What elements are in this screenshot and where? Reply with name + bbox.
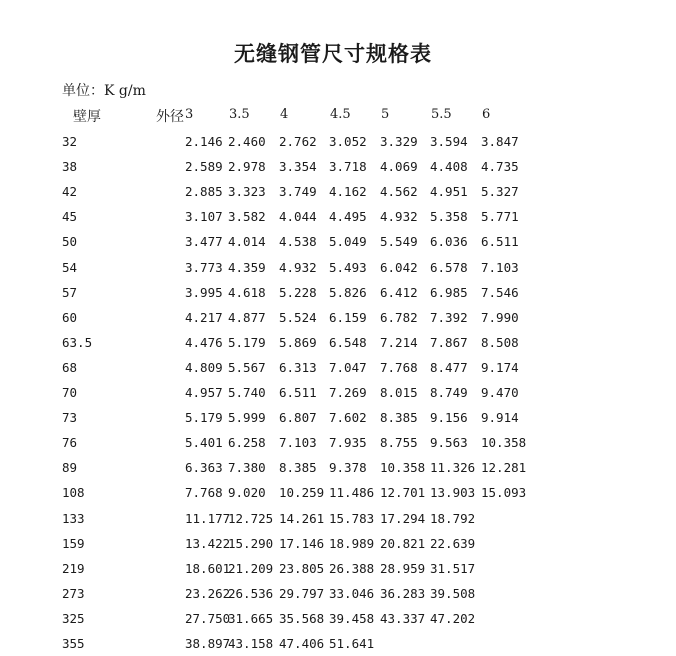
weight-cell: 7.602 (329, 410, 367, 426)
weight-cell: 4.217 (185, 309, 223, 325)
thickness-header: 3 (185, 107, 194, 122)
weight-cell: 9.174 (481, 359, 519, 375)
weight-cell: 8.755 (380, 435, 418, 451)
table-row (0, 636, 676, 656)
weight-cell: 7.047 (329, 359, 367, 375)
weight-cell: 3.773 (185, 259, 223, 275)
weight-cell: 39.508 (430, 585, 476, 601)
wall-thickness-header: 壁厚 (73, 109, 101, 125)
weight-cell: 5.179 (185, 410, 223, 426)
weight-cell: 4.162 (329, 184, 367, 200)
weight-cell: 33.046 (329, 585, 375, 601)
outer-diameter-cell: 325 (62, 610, 85, 626)
weight-cell: 2.460 (228, 134, 266, 149)
weight-cell: 23.262 (185, 585, 231, 601)
weight-cell: 35.568 (279, 610, 325, 626)
thickness-header: 4.5 (330, 107, 351, 122)
weight-cell: 4.809 (185, 359, 223, 375)
outer-diameter-cell: 50 (62, 234, 78, 250)
weight-cell: 9.156 (430, 410, 468, 426)
page-title: 无缝钢管尺寸规格表 (234, 42, 432, 66)
weight-cell: 12.701 (380, 485, 426, 501)
weight-cell: 3.847 (481, 134, 519, 149)
weight-cell: 4.408 (430, 159, 468, 175)
weight-cell: 2.146 (185, 134, 223, 149)
outer-diameter-cell: 108 (62, 485, 85, 501)
weight-cell: 10.259 (279, 485, 325, 501)
weight-cell: 8.385 (380, 410, 418, 426)
weight-cell: 6.807 (279, 410, 317, 426)
weight-cell: 29.797 (279, 585, 325, 601)
weight-cell: 7.214 (380, 334, 418, 350)
table-row (0, 536, 676, 556)
weight-cell: 3.107 (185, 209, 223, 225)
weight-cell: 4.932 (380, 209, 418, 225)
outer-diameter-cell: 159 (62, 535, 85, 551)
weight-cell: 9.378 (329, 460, 367, 476)
weight-cell: 9.563 (430, 435, 468, 451)
weight-cell: 4.014 (228, 234, 266, 250)
thickness-header: 6 (482, 107, 491, 122)
weight-cell: 4.476 (185, 334, 223, 350)
weight-cell: 7.269 (329, 385, 367, 400)
weight-cell: 6.578 (430, 259, 468, 275)
weight-cell: 6.412 (380, 284, 418, 300)
weight-cell: 5.358 (430, 209, 468, 225)
weight-cell: 11.326 (430, 460, 476, 476)
weight-cell: 10.358 (481, 435, 527, 451)
outer-diameter-cell: 54 (62, 259, 78, 275)
thickness-header: 4 (280, 107, 289, 122)
weight-cell: 8.385 (279, 460, 317, 476)
weight-cell: 5.771 (481, 209, 519, 225)
weight-cell: 5.740 (228, 385, 266, 400)
weight-cell: 21.209 (228, 560, 274, 576)
thickness-header: 3.5 (229, 107, 250, 122)
weight-cell: 6.258 (228, 435, 266, 451)
weight-cell: 11.486 (329, 485, 375, 501)
weight-cell: 3.995 (185, 284, 223, 300)
outer-diameter-cell: 42 (62, 184, 78, 200)
weight-cell: 31.665 (228, 610, 274, 626)
weight-cell: 6.159 (329, 309, 367, 325)
weight-cell: 5.401 (185, 435, 223, 451)
weight-cell: 5.999 (228, 410, 266, 426)
weight-cell: 9.470 (481, 385, 519, 400)
table-row (0, 435, 676, 455)
table-row (0, 385, 676, 405)
outer-diameter-cell: 45 (62, 209, 78, 225)
weight-cell: 4.618 (228, 284, 266, 300)
weight-cell: 7.392 (430, 309, 468, 325)
weight-cell: 3.477 (185, 234, 223, 250)
weight-cell: 6.782 (380, 309, 418, 325)
table-row (0, 184, 676, 204)
weight-cell: 12.281 (481, 460, 527, 476)
table-row (0, 209, 676, 229)
weight-cell: 5.826 (329, 284, 367, 300)
weight-cell: 4.044 (279, 209, 317, 225)
weight-cell: 8.477 (430, 359, 468, 375)
table-row (0, 460, 676, 480)
weight-cell: 2.589 (185, 159, 223, 175)
weight-cell: 4.951 (430, 184, 468, 200)
outer-diameter-cell: 38 (62, 159, 78, 175)
weight-cell: 31.517 (430, 560, 476, 576)
weight-cell: 18.989 (329, 535, 375, 551)
weight-cell: 4.069 (380, 159, 418, 175)
weight-cell: 17.146 (279, 535, 325, 551)
weight-cell: 4.957 (185, 385, 223, 400)
weight-cell: 10.358 (380, 460, 426, 476)
weight-cell: 6.042 (380, 259, 418, 275)
weight-cell: 6.511 (279, 385, 317, 400)
table-row (0, 285, 676, 305)
weight-cell: 2.762 (279, 134, 317, 149)
outer-diameter-cell: 68 (62, 359, 78, 375)
thickness-header: 5 (381, 107, 390, 122)
weight-cell: 51.641 (329, 636, 375, 651)
weight-cell: 6.548 (329, 334, 367, 350)
weight-cell: 15.290 (228, 535, 274, 551)
weight-cell: 20.821 (380, 535, 426, 551)
weight-cell: 8.749 (430, 385, 468, 400)
weight-cell: 7.768 (380, 359, 418, 375)
weight-cell: 23.805 (279, 560, 325, 576)
weight-cell: 6.036 (430, 234, 468, 250)
table-row (0, 260, 676, 280)
outer-diameter-cell: 57 (62, 284, 78, 300)
table-row (0, 234, 676, 254)
weight-cell: 17.294 (380, 510, 426, 526)
weight-cell: 3.354 (279, 159, 317, 175)
weight-cell: 5.567 (228, 359, 266, 375)
weight-cell: 7.103 (481, 259, 519, 275)
weight-cell: 5.549 (380, 234, 418, 250)
weight-cell: 6.313 (279, 359, 317, 375)
table-row (0, 410, 676, 430)
weight-cell: 26.536 (228, 585, 274, 601)
outer-diameter-header: 外径 (156, 109, 184, 125)
weight-cell: 18.792 (430, 510, 476, 526)
outer-diameter-cell: 60 (62, 309, 78, 325)
weight-cell: 4.562 (380, 184, 418, 200)
table-row (0, 134, 676, 154)
weight-cell: 3.582 (228, 209, 266, 225)
weight-cell: 5.493 (329, 259, 367, 275)
weight-cell: 5.049 (329, 234, 367, 250)
outer-diameter-cell: 273 (62, 585, 85, 601)
weight-cell: 6.511 (481, 234, 519, 250)
table-row (0, 310, 676, 330)
weight-cell: 3.594 (430, 134, 468, 149)
weight-cell: 14.261 (279, 510, 325, 526)
thickness-header: 5.5 (431, 107, 452, 122)
weight-cell: 11.177 (185, 510, 231, 526)
weight-cell: 7.380 (228, 460, 266, 476)
weight-cell: 12.725 (228, 510, 274, 526)
table-row (0, 485, 676, 505)
table-row (0, 611, 676, 631)
weight-cell: 5.228 (279, 284, 317, 300)
weight-cell: 4.538 (279, 234, 317, 250)
outer-diameter-cell: 355 (62, 636, 85, 651)
table-row (0, 511, 676, 531)
weight-cell: 2.885 (185, 184, 223, 200)
weight-cell: 5.869 (279, 334, 317, 350)
weight-cell: 5.327 (481, 184, 519, 200)
weight-cell: 2.978 (228, 159, 266, 175)
weight-cell: 4.735 (481, 159, 519, 175)
table-row (0, 360, 676, 380)
weight-cell: 15.093 (481, 485, 527, 501)
weight-cell: 9.914 (481, 410, 519, 426)
weight-cell: 3.323 (228, 184, 266, 200)
weight-cell: 7.867 (430, 334, 468, 350)
outer-diameter-cell: 76 (62, 435, 78, 451)
weight-cell: 4.932 (279, 259, 317, 275)
weight-cell: 8.015 (380, 385, 418, 400)
weight-cell: 28.959 (380, 560, 426, 576)
weight-cell: 26.388 (329, 560, 375, 576)
weight-cell: 7.103 (279, 435, 317, 451)
weight-cell: 3.329 (380, 134, 418, 149)
weight-cell: 38.897 (185, 636, 231, 651)
outer-diameter-cell: 32 (62, 134, 78, 149)
weight-cell: 47.406 (279, 636, 325, 651)
weight-cell: 22.639 (430, 535, 476, 551)
weight-cell: 7.768 (185, 485, 223, 501)
weight-cell: 5.179 (228, 334, 266, 350)
outer-diameter-cell: 73 (62, 410, 78, 426)
weight-cell: 9.020 (228, 485, 266, 501)
weight-cell: 13.422 (185, 535, 231, 551)
weight-cell: 36.283 (380, 585, 426, 601)
weight-cell: 39.458 (329, 610, 375, 626)
weight-cell: 4.495 (329, 209, 367, 225)
weight-cell: 4.359 (228, 259, 266, 275)
table-row (0, 586, 676, 606)
weight-cell: 13.903 (430, 485, 476, 501)
weight-cell: 27.750 (185, 610, 231, 626)
outer-diameter-cell: 133 (62, 510, 85, 526)
table-row (0, 159, 676, 179)
weight-cell: 15.783 (329, 510, 375, 526)
outer-diameter-cell: 89 (62, 460, 78, 476)
unit-label: 单位：K g/m (62, 83, 146, 99)
weight-cell: 3.749 (279, 184, 317, 200)
outer-diameter-cell: 63.5 (62, 334, 93, 350)
outer-diameter-cell: 219 (62, 560, 85, 576)
weight-cell: 18.601 (185, 560, 231, 576)
weight-cell: 8.508 (481, 334, 519, 350)
weight-cell: 3.052 (329, 134, 367, 149)
table-row (0, 561, 676, 581)
weight-cell: 43.158 (228, 636, 274, 651)
weight-cell: 4.877 (228, 309, 266, 325)
table-row (0, 335, 676, 355)
weight-cell: 47.202 (430, 610, 476, 626)
weight-cell: 5.524 (279, 309, 317, 325)
weight-cell: 6.363 (185, 460, 223, 476)
weight-cell: 43.337 (380, 610, 426, 626)
weight-cell: 7.935 (329, 435, 367, 451)
weight-cell: 7.990 (481, 309, 519, 325)
weight-cell: 6.985 (430, 284, 468, 300)
weight-cell: 7.546 (481, 284, 519, 300)
outer-diameter-cell: 70 (62, 385, 78, 400)
weight-cell: 3.718 (329, 159, 367, 175)
